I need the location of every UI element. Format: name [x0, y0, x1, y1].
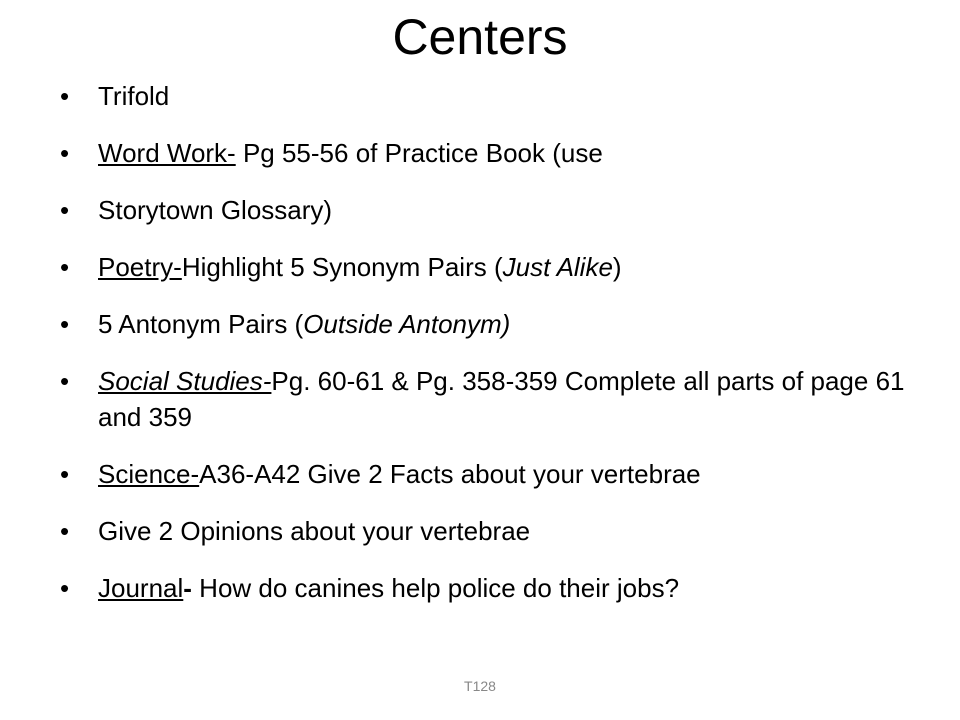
bullet-item-poetry — [60, 249, 920, 285]
bullet-item-trifold — [60, 78, 920, 114]
bullet-italic: Outside Antonym) — [303, 309, 511, 339]
bullet-text: Trifold — [98, 81, 170, 111]
bullet-text: A36-A42 Give 2 Facts about your vertebrae — [199, 459, 701, 489]
bullet-tail: ) — [612, 252, 622, 282]
bullet-text: Highlight 5 Synonym Pairs ( — [181, 252, 503, 282]
bullet-heading: Word Work- — [98, 138, 236, 168]
bullet-item-social-studies — [60, 363, 920, 435]
bullet-text: How do canines help police do their jobs? — [191, 573, 680, 603]
slide-footer: T128 — [464, 678, 496, 694]
bullet-dot: • — [60, 195, 70, 225]
bullet-dot: • — [60, 81, 70, 111]
bullet-bold: - — [183, 573, 192, 603]
bullet-heading: Poetry- — [98, 252, 182, 282]
bullet-dot: • — [60, 138, 70, 168]
bullet-item-word-work — [60, 135, 920, 171]
bullet-item-opinions — [60, 513, 920, 549]
bullet-text: Give 2 Opinions about your vertebrae — [98, 516, 531, 546]
bullet-list — [60, 78, 920, 627]
bullet-italic: Just Alike — [502, 252, 613, 282]
bullet-text: Pg. 60-61 & Pg. 358-359 Complete all parts of page 61 and 359 — [98, 366, 905, 432]
bullet-dot: • — [60, 459, 70, 489]
bullet-heading: Science- — [98, 459, 200, 489]
bullet-text: 5 Antonym Pairs ( — [98, 309, 304, 339]
bullet-heading: Journal — [98, 573, 184, 603]
bullet-text: Pg 55-56 of Practice Book (use — [235, 138, 603, 168]
bullet-item-science — [60, 456, 920, 492]
bullet-item-journal — [60, 570, 920, 606]
bullet-dot: • — [60, 366, 70, 396]
bullet-item-antonym — [60, 306, 920, 342]
slide-title: Centers — [392, 9, 568, 65]
bullet-text: Storytown Glossary) — [98, 195, 333, 225]
bullet-heading: Social Studies- — [98, 366, 272, 396]
bullet-item-storytown — [60, 192, 920, 228]
bullet-dot: • — [60, 516, 70, 546]
bullet-dot: • — [60, 573, 70, 603]
bullet-dot: • — [60, 252, 70, 282]
bullet-dot: • — [60, 309, 70, 339]
